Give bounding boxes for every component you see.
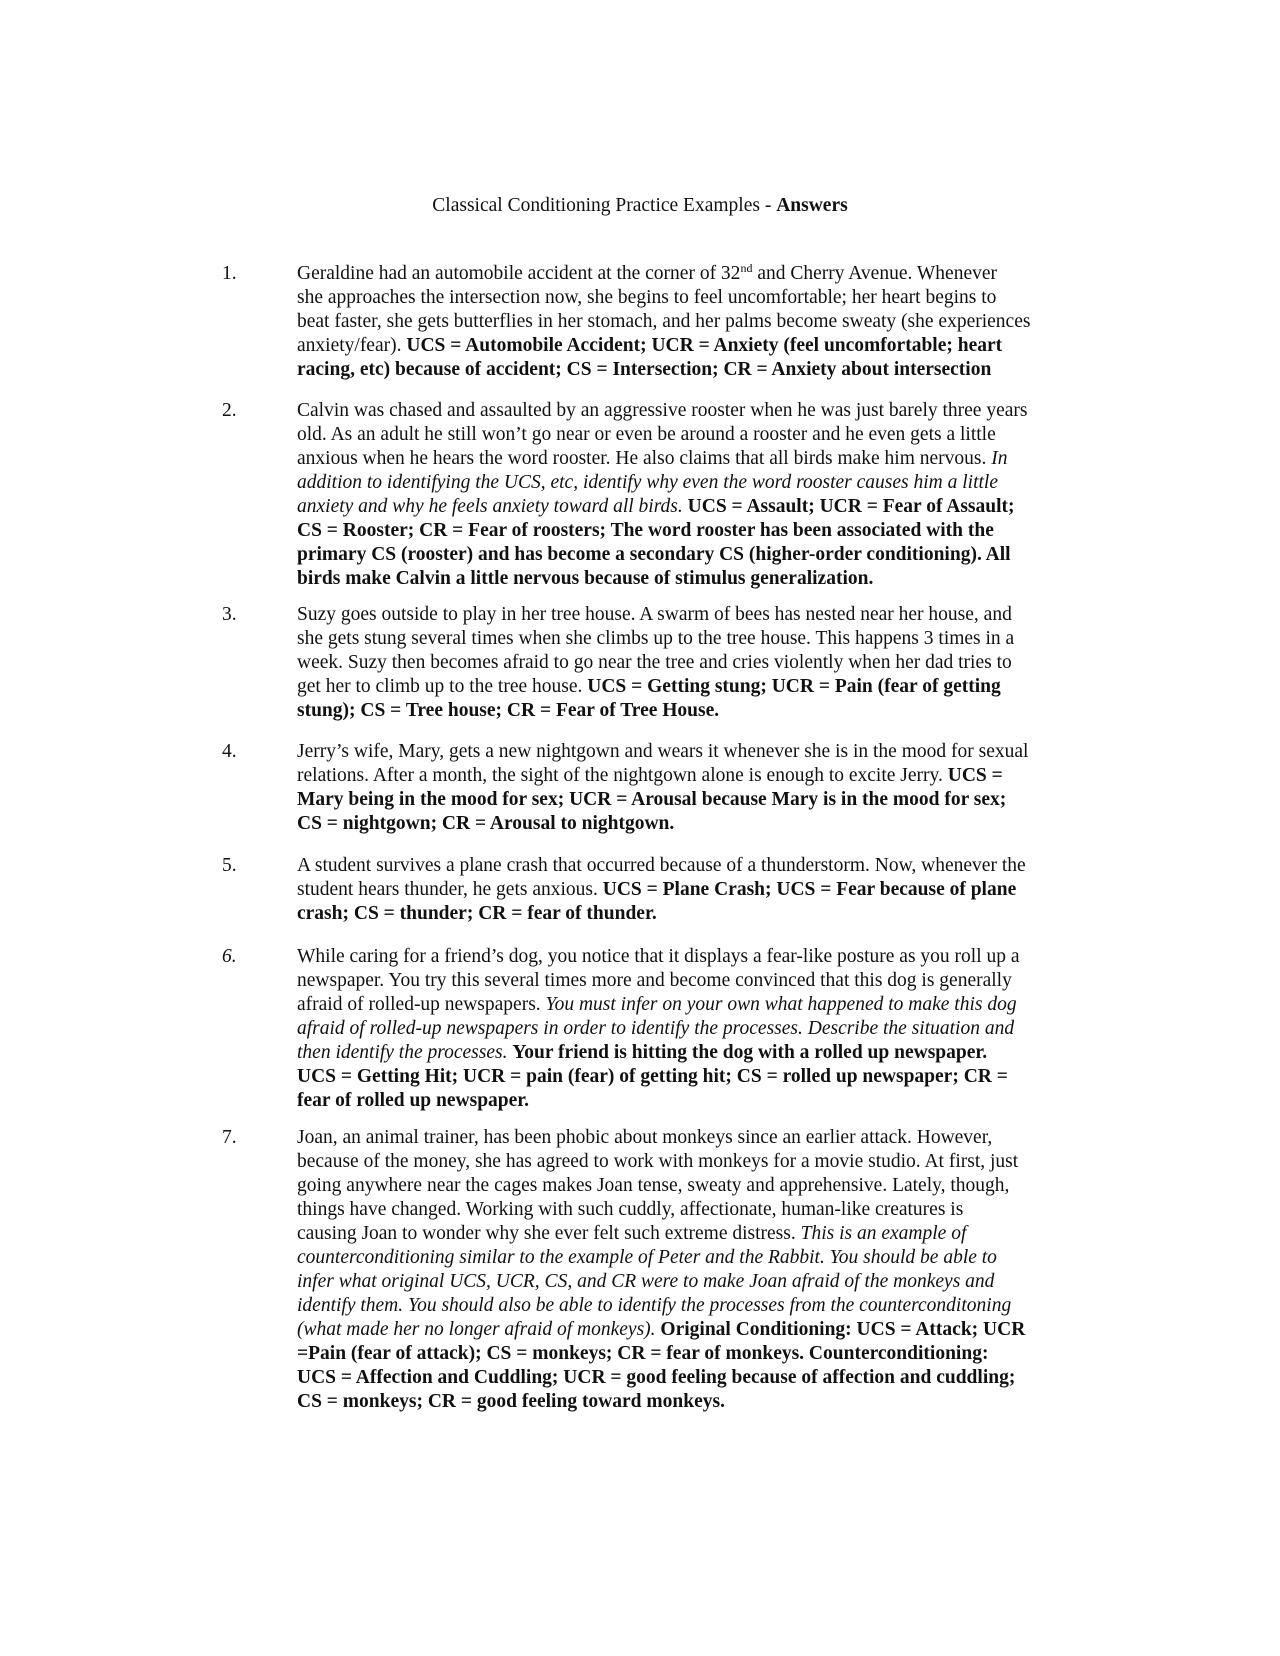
text-line (297, 699, 1079, 723)
answer-text: =Pain (fear of attack); CS = monkeys; CR = fear of monkeys. Counterconditioning: (297, 1343, 989, 1364)
text-line (297, 1174, 1079, 1198)
instruction-text: counterconditioning similar to the example of Peter and the Rabbit. You should be able to (297, 1247, 997, 1268)
text-line (297, 651, 1079, 675)
text-run: anxiety/fear). (297, 335, 407, 356)
text-run: Suzy goes outside to play in her tree house. A swarm of bees has nested near her house, and (297, 604, 1012, 625)
text-line (297, 1318, 1079, 1342)
text-line (297, 1390, 1079, 1414)
instruction-text: anxiety and why he feels anxiety toward all birds. (297, 496, 683, 517)
instruction-text: then identify the processes. (297, 1042, 508, 1063)
text-run: anxious when he hears the word rooster. He also claims that all birds make him nervous. (297, 448, 992, 469)
answer-text: CS = Rooster; CR = Fear of roosters; The word rooster has been associated with the (297, 520, 994, 541)
text-line (297, 1270, 1079, 1294)
text-run: going anywhere near the cages makes Joan tense, sweaty and apprehensive. Lately, though, (297, 1175, 1010, 1196)
answer-text: UCS = Affection and Cuddling; UCR = good feeling because of affection and cuddling; (297, 1367, 1016, 1388)
question-text (297, 603, 1079, 723)
text-line (297, 447, 1079, 471)
answer-text: Mary being in the mood for sex; UCR = Arousal because Mary is in the mood for sex; (297, 789, 1007, 810)
text-run: because of the money, she has agreed to work with monkeys for a movie studio. At first, just (297, 1151, 1019, 1172)
text-line (297, 878, 1079, 902)
answer-text: crash; CS = thunder; CR = fear of thunder. (297, 903, 657, 924)
text-line (297, 945, 1079, 969)
text-line (297, 495, 1079, 519)
question-number: 3. (222, 604, 237, 625)
question-number: 4. (222, 741, 237, 762)
answer-text: primary CS (rooster) and has become a secondary CS (higher-order conditioning). All (297, 544, 1011, 565)
text-line (297, 764, 1079, 788)
text-run: Calvin was chased and assaulted by an aggressive rooster when he was just barely three years (297, 400, 1028, 421)
text-line (297, 1222, 1079, 1246)
text-run: Jerry’s wife, Mary, gets a new nightgown and wears it whenever she is in the mood for sexual (297, 741, 1029, 762)
answer-text: fear of rolled up newspaper. (297, 1090, 530, 1111)
answer-text: Your friend is hitting the dog with a rolled up newspaper. (512, 1042, 988, 1063)
text-run: and Cherry Avenue. Whenever (752, 263, 997, 284)
question-number: 1. (222, 263, 237, 284)
answer-text: UCS = Plane Crash; UCS = Fear because of plane (602, 879, 1017, 900)
text-run: causing Joan to wonder why she ever felt such extreme distress. (297, 1223, 801, 1244)
instruction-text: afraid of rolled-up newspapers in order to identify the processes. Describe the situation and (297, 1018, 1015, 1039)
text-line (297, 262, 1079, 286)
text-line (297, 1246, 1079, 1270)
text-line (297, 993, 1079, 1017)
text-line (297, 812, 1079, 836)
question-number: 2. (222, 400, 237, 421)
text-run: she approaches the intersection now, she begins to feel uncomfortable; her heart begins to (297, 287, 997, 308)
answer-text: racing, etc) because of accident; CS = Intersection; CR = Anxiety about intersection (297, 359, 992, 380)
answer-text: CS = monkeys; CR = good feeling toward monkeys. (297, 1391, 725, 1412)
text-run: While caring for a friend’s dog, you notice that it displays a fear-like posture as you roll up a (297, 946, 1020, 967)
question-number: 6. (222, 946, 237, 967)
text-line (297, 1150, 1079, 1174)
instruction-text: identify them. You should also be able to identify the processes from the counterconditoning (297, 1295, 1012, 1316)
text-line (297, 969, 1079, 993)
text-line (297, 1198, 1079, 1222)
text-line (297, 1294, 1079, 1318)
text-line (297, 603, 1079, 627)
text-run: beat faster, she gets butterflies in her stomach, and her palms become sweaty (she experiences (297, 311, 1031, 332)
text-run: old. As an adult he still won’t go near or even be around a rooster and he even gets a little (297, 424, 996, 445)
text-line (297, 1017, 1079, 1041)
text-run: Geraldine had an automobile accident at the corner of 32 (297, 263, 741, 284)
text-line (297, 1342, 1079, 1366)
title-answers: Answers (776, 195, 848, 216)
instruction-text: addition to identifying the UCS, etc, identify why even the word rooster causes him a little (297, 472, 998, 493)
text-run: student hears thunder, he gets anxious. (297, 879, 603, 900)
answer-text: Original Conditioning: UCS = Attack; UCR (660, 1319, 1026, 1340)
question-text (297, 854, 1079, 926)
text-run: week. Suzy then becomes afraid to go near the tree and cries violently when her dad tries to (297, 652, 1012, 673)
superscript: nd (740, 261, 753, 275)
text-run: Joan, an animal trainer, has been phobic about monkeys since an earlier attack. However, (297, 1127, 993, 1148)
instruction-text: infer what original UCS, UCR, CS, and CR were to make Joan afraid of the monkeys and (297, 1271, 995, 1292)
answer-text: UCS = Getting Hit; UCR = pain (fear) of getting hit; CS = rolled up newspaper; CR = (297, 1066, 1008, 1087)
text-line (297, 675, 1079, 699)
answer-text: UCS = Assault; UCR = Fear of Assault; (687, 496, 1015, 517)
instruction-text: You must infer on your own what happened to make this dog (545, 994, 1017, 1015)
text-run: get her to climb up to the tree house. (297, 676, 588, 697)
answer-text: stung); CS = Tree house; CR = Fear of Tree House. (297, 700, 720, 721)
text-line (297, 902, 1079, 926)
answer-text: UCS = Automobile Accident; UCR = Anxiety (feel uncomfortable; heart (406, 335, 1003, 356)
text-run: A student survives a plane crash that occurred because of a thunderstorm. Now, whenever the (297, 855, 1026, 876)
text-run: she gets stung several times when she climbs up to the tree house. This happens 3 times in a (297, 628, 1015, 649)
title-text: Classical Conditioning Practice Examples - (432, 195, 777, 216)
text-line (297, 567, 1079, 591)
text-run: afraid of rolled-up newspapers. (297, 994, 546, 1015)
answer-text: birds make Calvin a little nervous because of stimulus generalization. (297, 568, 874, 589)
text-line (297, 358, 1079, 382)
instruction-text: (what made her no longer afraid of monkeys). (297, 1319, 656, 1340)
text-line (297, 1366, 1079, 1390)
text-line (297, 1089, 1079, 1113)
text-line (297, 788, 1079, 812)
answer-text: CS = nightgown; CR = Arousal to nightgown. (297, 813, 675, 834)
text-line (297, 286, 1079, 310)
page-title (0, 194, 1280, 218)
text-line (297, 519, 1079, 543)
text-run: newspaper. You try this several times more and become convinced that this dog is generally (297, 970, 1012, 991)
answer-text: UCS = (947, 765, 1003, 786)
text-line (297, 854, 1079, 878)
text-line (297, 334, 1079, 358)
question-text (297, 945, 1079, 1113)
question-text (297, 262, 1079, 382)
answer-text: UCS = Getting stung; UCR = Pain (fear of getting (587, 676, 1001, 697)
question-text (297, 399, 1079, 591)
text-line (297, 740, 1079, 764)
question-text (297, 740, 1079, 836)
text-line (297, 399, 1079, 423)
text-line (297, 423, 1079, 447)
text-line (297, 543, 1079, 567)
instruction-text: This is an example of (800, 1223, 967, 1244)
text-line (297, 1126, 1079, 1150)
text-line (297, 627, 1079, 651)
question-number: 7. (222, 1127, 237, 1148)
instruction-text: In (991, 448, 1008, 469)
text-line (297, 1041, 1079, 1065)
question-number: 5. (222, 855, 237, 876)
text-line (297, 1065, 1079, 1089)
text-line (297, 471, 1079, 495)
question-text (297, 1126, 1079, 1414)
text-line (297, 310, 1079, 334)
text-run: things have changed. Working with such cuddly, affectionate, human-like creatures is (297, 1199, 964, 1220)
text-run: relations. After a month, the sight of the nightgown alone is enough to excite Jerry. (297, 765, 948, 786)
